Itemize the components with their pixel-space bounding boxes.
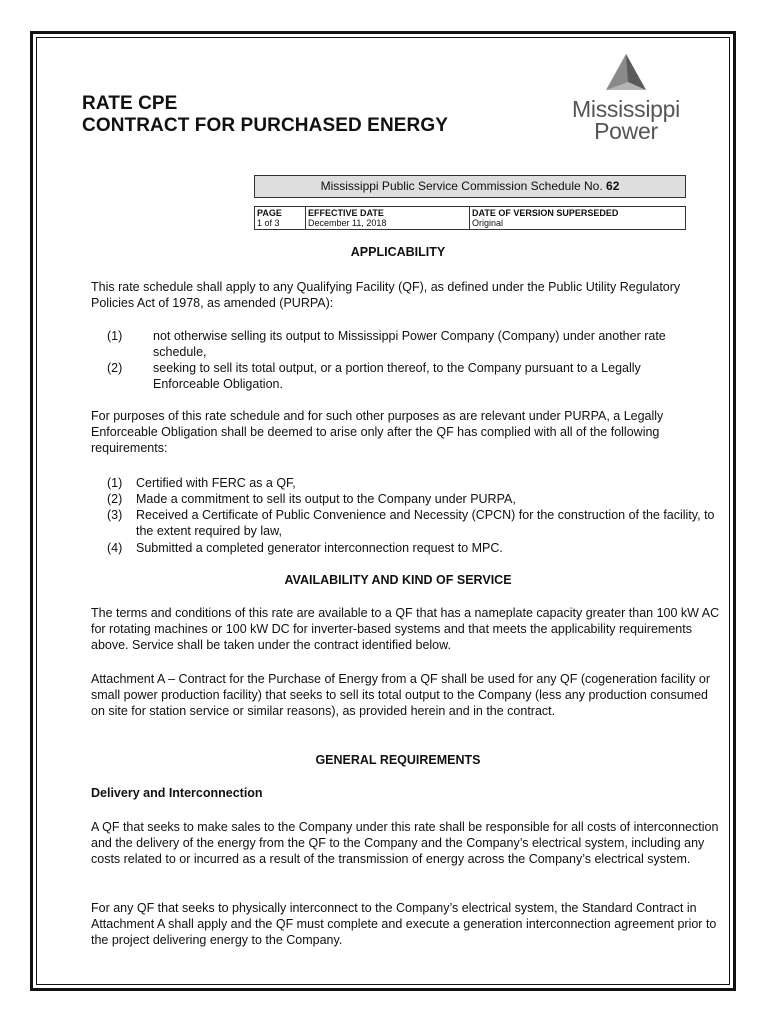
general-paragraph-1: A QF that seeks to make sales to the Company under this rate shall be responsible for all costs of interconnection and the delivery of the energy from the QF to the Company and the Company’s electrical system, including any costs related to or incurred as a result of the transmission of energy across the Company’s electrical system. <box>91 820 719 867</box>
list-item-number: (4) <box>107 541 123 555</box>
schedule-label: Mississippi Public Service Commission Schedule No. <box>320 179 603 193</box>
availability-paragraph-2: Attachment A – Contract for the Purchase of Energy from a QF shall be used for any QF (cogeneration facility or small power production facility) that seeks to sell its total output to the Company (less any production consumed on site for station service or similar reasons), as provided herein and in the contract. <box>91 672 711 719</box>
applicability-heading: APPLICABILITY <box>350 245 446 259</box>
list-item-text: Certified with FERC as a QF, <box>136 476 296 490</box>
info-page <box>257 208 282 228</box>
logo-word-power: Power <box>594 118 658 144</box>
effective-date-value: December 11, 2018 <box>308 218 387 228</box>
effective-date-label: EFFECTIVE DATE <box>308 208 384 218</box>
availability-heading: AVAILABILITY AND KIND OF SERVICE <box>284 573 512 587</box>
availability-paragraph-1: The terms and conditions of this rate are available to a QF that has a nameplate capacity greater than 100 kW AC for rotating machines or 100 kW DC for inverter-based systems and that meets the applicability requirements above. Service shall be taken under the contract identified below. <box>91 606 720 653</box>
general-paragraph-2: For any QF that seeks to physically interconnect to the Company’s electrical system, the Standard Contract in Attachment A shall apply and the QF must complete and execute a generation interconnection agreement prior to the project delivering energy to the Company. <box>91 901 717 948</box>
logo-word-mississippi: Mississippi <box>572 96 680 122</box>
list-item-text: Submitted a completed generator interconnection request to MPC. <box>136 541 503 555</box>
list-item-text: seeking to sell its total output, or a portion thereof, to the Company pursuant to a Legally Enforceable Obligation. <box>153 361 641 392</box>
list-item-text: Made a commitment to sell its output to the Company under PURPA, <box>136 492 516 506</box>
list-item-text: not otherwise selling its output to Mississippi Power Company (Company) under another rate schedule, <box>153 329 666 360</box>
general-requirements-heading: GENERAL REQUIREMENTS <box>315 753 481 767</box>
page-label: PAGE <box>257 208 282 218</box>
list-item-text: Received a Certificate of Public Convenience and Necessity (CPCN) for the construction of the facility, to the extent required by law, <box>136 508 715 539</box>
superseded-label: DATE OF VERSION SUPERSEDED <box>472 208 619 218</box>
schedule-box <box>254 175 686 198</box>
list-item-number: (2) <box>107 361 123 375</box>
info-superseded <box>469 207 618 229</box>
list-item-number: (1) <box>107 476 123 490</box>
purposes-paragraph: For purposes of this rate schedule and for such other purposes as are relevant under PURPA, a Legally Enforceable Obligation shall be deemed to arise only after the QF has complied with all of the following requirements: <box>91 409 664 456</box>
page-value: 1 of 3 <box>257 218 280 228</box>
applicability-intro: This rate schedule shall apply to any Qualifying Facility (QF), as defined under the Public Utility Regulatory Policies Act of 1978, as amended (PURPA): <box>91 280 681 311</box>
superseded-value: Original <box>472 218 504 228</box>
mississippi-power-logo <box>565 54 687 156</box>
info-effective <box>305 207 386 229</box>
info-box <box>254 206 686 230</box>
document-title <box>82 93 448 137</box>
title-line-1: RATE CPE <box>82 93 178 114</box>
list-item-number: (1) <box>107 329 123 343</box>
list-item-number: (3) <box>107 508 123 522</box>
schedule-number: 62 <box>606 179 620 193</box>
delivery-subheading: Delivery and Interconnection <box>91 786 263 800</box>
list-item-number: (2) <box>107 492 123 506</box>
triangle-logo-icon <box>606 54 646 98</box>
title-line-2: CONTRACT FOR PURCHASED ENERGY <box>82 115 449 136</box>
